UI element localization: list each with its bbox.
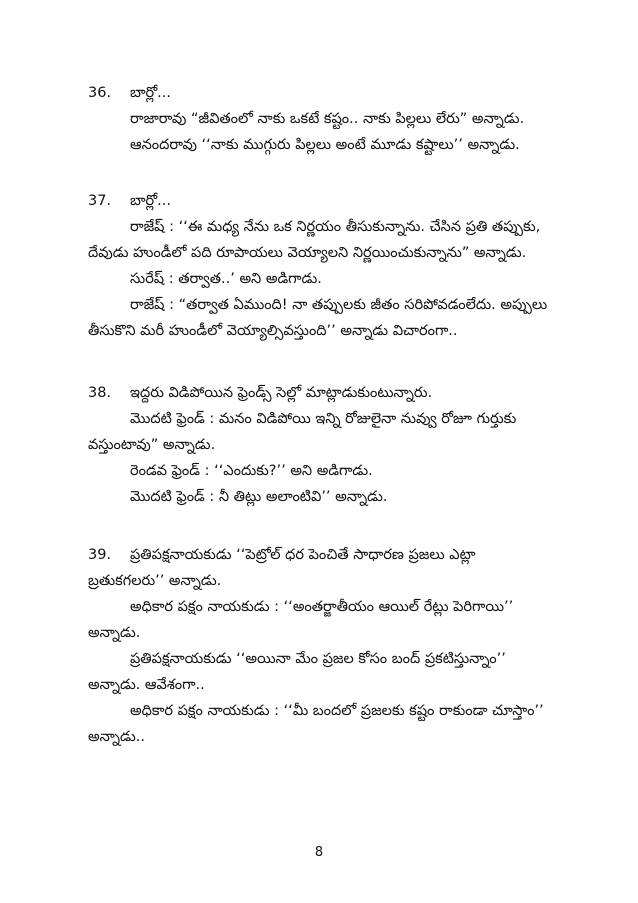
entry-39 <box>88 542 570 750</box>
entry-line: రెండవ ఫ్రెండ్ : ‘‘ఎందుకు?’’ అని అడిగాడు. <box>130 463 373 479</box>
entry-text: బార్లో... <box>130 193 172 209</box>
entry-line <box>88 380 570 406</box>
entry-line <box>88 188 570 214</box>
entry-37 <box>88 188 570 344</box>
entry-number: 37. <box>88 193 112 209</box>
entry-text: ప్రతిపక్షనాయకుడు ‘‘పెట్రోల్ ధర పెంచితే సాధారణ ప్రజలు ఎట్లా <box>130 547 476 563</box>
entry-line: అన్నాడు.. <box>88 729 145 745</box>
entry-line <box>88 542 570 568</box>
entry-36 <box>88 80 570 158</box>
entry-number: 36. <box>88 85 112 101</box>
entry-number: 39. <box>88 547 112 563</box>
entry-line: ప్రతిపక్షనాయకుడు ‘‘అయినా మేం ప్రజల కోసం బంద్ ప్రకటిస్తున్నాం’’ <box>130 651 506 667</box>
entry-line: బ్రతుకగలరు’’ అన్నాడు. <box>88 573 222 589</box>
entry-line: అన్నాడు. ఆవేశంగా.. <box>88 677 205 693</box>
entry-38 <box>88 380 570 510</box>
entry-line: ఆనందరావు ‘‘నాకు ముగ్గురు పిల్లలు అంటే మూడు కష్టాలు’’ అన్నాడు. <box>130 137 520 153</box>
entry-line: రాజేష్ : ‘‘ఈ మధ్య నేను ఒక నిర్ణయం తీసుకున్నాను. చేసిన ప్రతి తప్పుకు, <box>130 219 541 235</box>
entry-line: రాజారావు “జీవితంలో నాకు ఒకటే కష్టం.. నాకు పిల్లలు లేరు” అన్నాడు. <box>130 111 525 127</box>
entry-text: ఇద్దరు విడిపోయిన ఫ్రెండ్స్ సెల్లో మాట్లాడుకుంటున్నారు. <box>130 385 433 401</box>
entry-number: 38. <box>88 385 112 401</box>
entry-line <box>88 80 570 106</box>
page-number: 8 <box>314 845 324 860</box>
entry-line: అధికార పక్షం నాయకుడు : ‘‘అంతర్జాతీయం ఆయిల్ రేట్లు పెరిగాయి’’ <box>130 599 514 615</box>
entry-line: వస్తుంటావు” అన్నాడు. <box>88 437 216 453</box>
entry-line: తీసుకొని మరీ హుండీలో వెయ్యాల్సివస్తుంది’’ అన్నాడు విచారంగా.. <box>88 323 458 339</box>
entry-line: రాజేష్ : “తర్వాత ఏముంది! నా తప్పులకు జీతం సరిపోవడంలేదు. అప్పులు <box>130 297 548 313</box>
entry-line: అధికార పక్షం నాయకుడు : ‘‘మీ బందలో ప్రజలకు కష్టం రాకుండా చూస్తాం’’ <box>130 703 544 719</box>
entry-line: సురేష్ : తర్వాత..’ అని అడిగాడు. <box>130 271 322 287</box>
entry-line: మొదటి ఫ్రెండ్ : నీ తిట్లు అలాంటివి’’ అన్నాడు. <box>130 489 388 505</box>
entry-line: దేవుడు హుండీలో పది రూపాయలు వెయ్యాలని నిర్ణయించుకున్నాను” అన్నాడు. <box>88 245 527 261</box>
entry-text: బార్లో... <box>130 85 172 101</box>
entry-line: అన్నాడు. <box>88 625 141 641</box>
entry-line: మొదటి ఫ్రెండ్ : మనం విడిపోయి ఇన్ని రోజులైనా నువ్వు రోజూ గుర్తుకు <box>130 411 517 427</box>
